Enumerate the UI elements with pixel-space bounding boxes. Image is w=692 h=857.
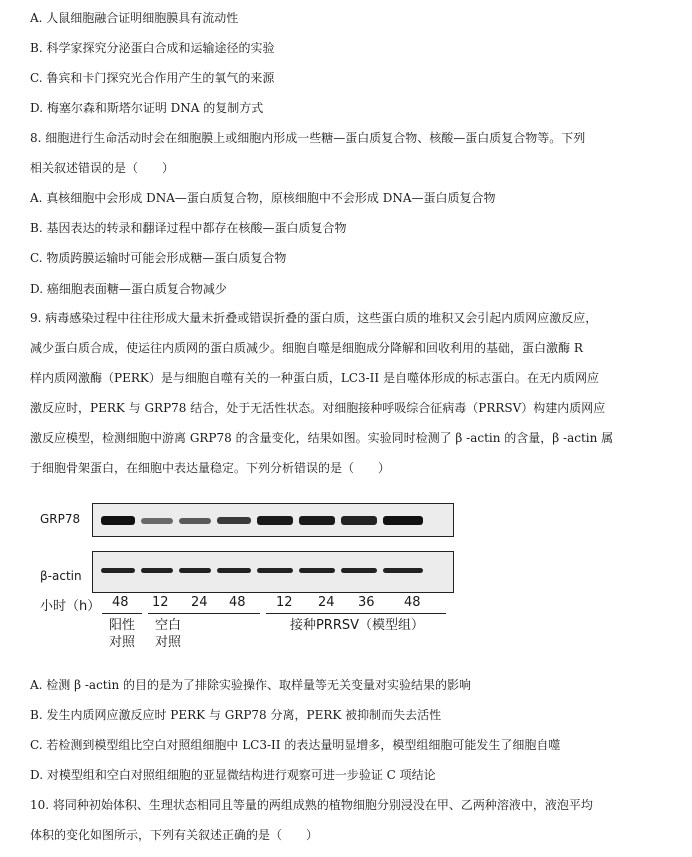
beta-actin-band: [141, 568, 173, 573]
group-label-line: 接种PRRSV（模型组）: [289, 618, 425, 633]
grp78-band: [217, 517, 251, 524]
beta-actin-band: [299, 568, 335, 573]
beta-actin-band: [101, 568, 135, 573]
q9-stem-line-3: 样内质网激酶（PERK）是与细胞自噬有关的一种蛋白质，LC3-II 是自噬体形成的标志蛋白。在无内质网应: [30, 371, 599, 385]
grp78-band: [341, 516, 377, 525]
beta-actin-band: [179, 568, 211, 573]
group-underline-model: [266, 613, 446, 614]
beta-actin-band: [217, 568, 251, 573]
hour-label: 48: [229, 595, 246, 610]
group-underline-positive: [102, 613, 142, 614]
grp78-band: [383, 516, 423, 525]
hour-label: 12: [152, 595, 169, 610]
hour-label: 24: [318, 595, 335, 610]
grp78-band: [299, 516, 335, 525]
q9-option-c: C. 若检测到模型组比空白对照组细胞中 LC3-II 的表达量明显增多，模型组细胞可能发生了细胞自噬: [30, 738, 561, 752]
beta-actin-band: [341, 568, 377, 573]
grp78-band: [179, 518, 211, 524]
hour-label: 36: [358, 595, 375, 610]
grp78-band: [141, 518, 173, 524]
hours-axis-label: 小时（h）: [40, 599, 101, 614]
q7-option-b: B. 科学家探究分泌蛋白合成和运输途径的实验: [30, 41, 275, 55]
beta-actin-band: [257, 568, 293, 573]
group-label-line: 阳性: [108, 618, 135, 633]
q7-option-d: D. 梅塞尔森和斯塔尔证明 DNA 的复制方式: [30, 101, 264, 115]
q8-stem-line-1: 8. 细胞进行生命活动时会在细胞膜上或细胞内形成一些糖—蛋白质复合物、核酸—蛋白质复合物等。下列: [30, 131, 586, 145]
q8-option-d: D. 癌细胞表面糖—蛋白质复合物减少: [30, 282, 227, 296]
grp78-band: [257, 516, 293, 525]
q9-stem-line-2: 减少蛋白质合成，使运往内质网的蛋白质减少。细胞自噬是细胞成分降解和回收利用的基础，蛋白激酶 R: [30, 341, 583, 355]
group-label-model: [272, 617, 442, 634]
q9-option-b: B. 发生内质网应激反应时 PERK 与 GRP78 分离，PERK 被抑制而失去活性: [30, 708, 442, 722]
group-underline-blank: [148, 613, 260, 614]
q9-stem: [30, 303, 670, 483]
hour-label: 48: [112, 595, 129, 610]
q9-option-d: D. 对模型组和空白对照组细胞的亚显微结构进行观察可进一步验证 C 项结论: [30, 768, 436, 782]
q8-option-c: C. 物质跨膜运输时可能会形成糖—蛋白质复合物: [30, 251, 287, 265]
hour-label: 48: [404, 595, 421, 610]
q10-stem-line-2: 体积的变化如图所示，下列有关叙述正确的是（ ）: [30, 828, 319, 842]
beta-actin-row-label: β-actin: [40, 569, 82, 583]
western-blot-figure: [36, 503, 466, 663]
q9-option-a: A. 检测 β -actin 的目的是为了排除实验操作、取样量等无关变量对实验结果的影响: [30, 678, 471, 692]
grp78-panel: [92, 503, 454, 537]
grp78-band: [101, 516, 135, 525]
q7-option-c: C. 鲁宾和卡门探究光合作用产生的氧气的来源: [30, 71, 275, 85]
group-label-positive-control: [104, 617, 140, 651]
hour-label: 12: [276, 595, 293, 610]
group-label-line: 对照: [154, 635, 181, 650]
q8-option-a: A. 真核细胞中会形成 DNA—蛋白质复合物，原核细胞中不会形成 DNA—蛋白质复合物: [30, 191, 496, 205]
q9-stem-line-6: 于细胞骨架蛋白，在细胞中表达量稳定。下列分析错误的是（ ）: [30, 461, 391, 475]
q10-stem-line-1: 10. 将同种初始体积、生理状态相同且等量的两组成熟的植物细胞分别浸没在甲、乙两种溶液中，液泡平均: [30, 798, 593, 812]
q8-stem-line-2: 相关叙述错误的是（ ）: [30, 161, 175, 175]
q9-stem-line-1: 9. 病毒感染过程中往往形成大量未折叠或错误折叠的蛋白质，这些蛋白质的堆积又会引起内质网应激反应，: [30, 311, 598, 325]
group-label-line: 空白: [154, 618, 181, 633]
hour-label: 24: [191, 595, 208, 610]
q9-stem-line-4: 激反应时，PERK 与 GRP78 结合，处于无活性状态。对细胞接种呼吸综合征病毒（PRRSV）构建内质网应: [30, 401, 606, 415]
grp78-row-label: GRP78: [40, 512, 81, 526]
group-label-blank-control: [150, 617, 186, 651]
q8-option-b: B. 基因表达的转录和翻译过程中都存在核酸—蛋白质复合物: [30, 221, 347, 235]
q7-option-a: A. 人鼠细胞融合证明细胞膜具有流动性: [30, 11, 239, 25]
q9-stem-line-5: 激反应模型，检测细胞中游离 GRP78 的含量变化，结果如图。实验同时检测了 β -actin 的含量，β -actin 属: [30, 431, 614, 445]
group-label-line: 对照: [108, 635, 135, 650]
beta-actin-panel: [92, 551, 454, 593]
beta-actin-band: [383, 568, 423, 573]
